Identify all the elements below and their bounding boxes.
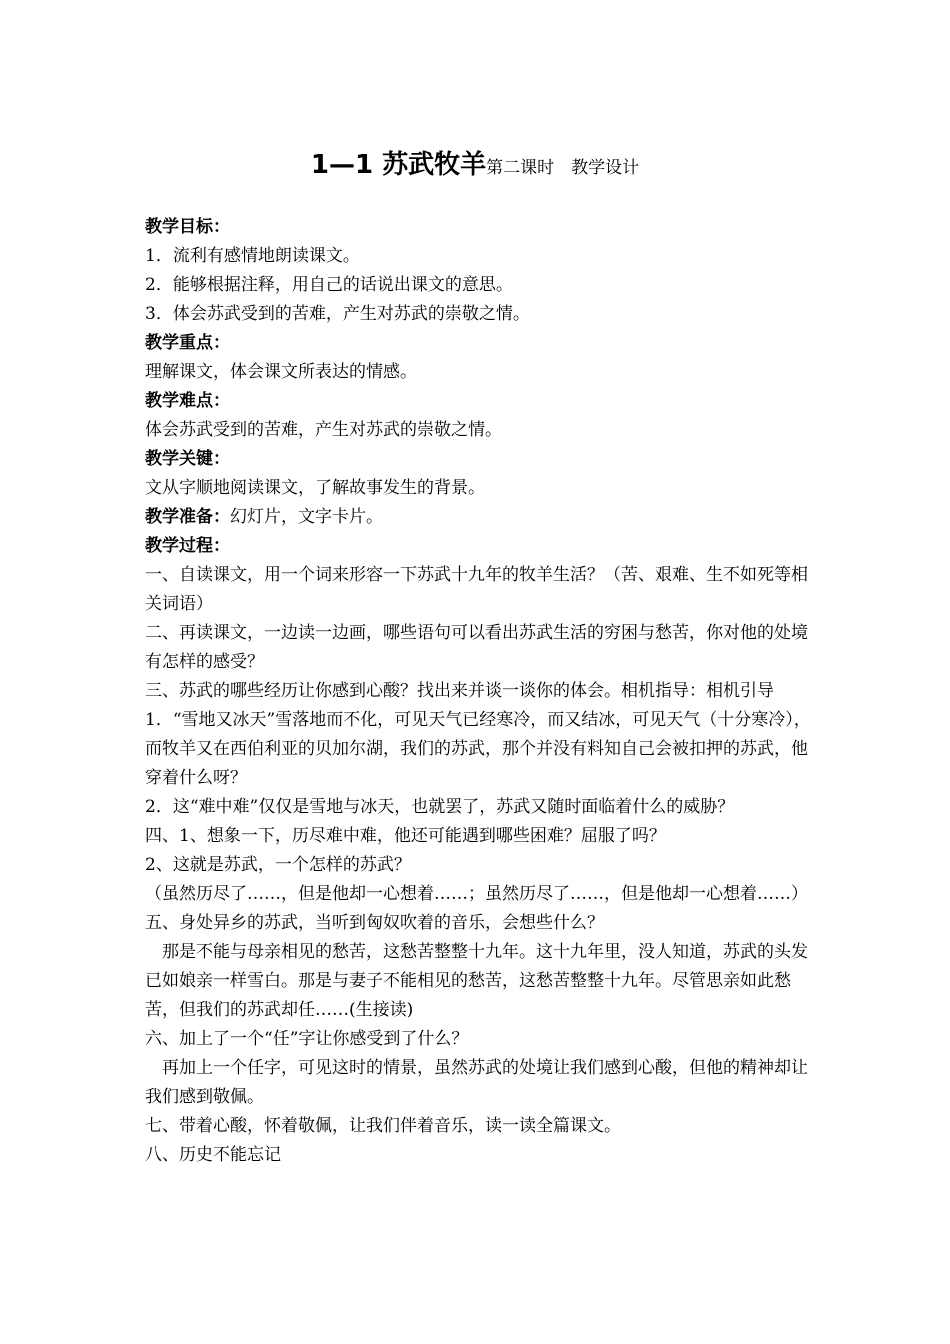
process-step-3-item-2: 2．这“难中难”仅仅是雪地与冰天，也就罢了，苏武又随时面临着什么的威胁？ [145,797,735,817]
process-step-5: 五、身处异乡的苏武，当听到匈奴吹着的音乐，会想些什么？ [145,913,604,933]
objective-item: 1．流利有感情地朗读课文。 [145,246,360,266]
process-step-6-text: 再加上一个任字，可见这时的情景，虽然苏武的处境让我们感到心酸，但他的精神却让我们感到敬佩。 [145,1058,808,1107]
process-step-3: 三、苏武的哪些经历让你感到心酸？找出来并谈一谈你的体会。相机指导：相机引导 [145,681,774,701]
objective-item: 2．能够根据注释，用自己的话说出课文的意思。 [145,275,513,295]
title-sub: 第二课时 教学设计 [486,158,640,178]
process-step-5-text: 那是不能与母亲相见的愁苦，这愁苦整整十九年。这十九年里，没人知道，苏武的头发已如娘亲一样雪白。那是与妻子不能相见的愁苦，这愁苦整整十九年。尽管思亲如此愁苦，但我们的苏武却任……(生接读) [145,942,808,1020]
key-points-heading: 教学重点： [145,333,230,353]
process-step-4-item-2: 2、这就是苏武，一个怎样的苏武？ [145,855,411,875]
difficulties-text: 体会苏武受到的苦难，产生对苏武的崇敬之情。 [145,420,502,440]
objectives-heading: 教学目标： [145,217,230,237]
process-step-8: 八、历史不能忘记 [145,1145,281,1165]
process-step-4-answer: （虽然历尽了……，但是他却一心想着……；虽然历尽了……，但是他却一心想着……） [145,884,808,904]
key-points-text: 理解课文，体会课文所表达的情感。 [145,362,417,382]
preparation-text: 幻灯片，文字卡片。 [230,507,383,527]
preparation-line [145,503,820,532]
title-main: 1—1 苏武牧羊 [310,150,487,180]
process-step-1: 一、自读课文，用一个词来形容一下苏武十九年的牧羊生活？（苦、艰难、生不如死等相关词语） [145,565,808,614]
document-title [0,144,950,181]
process-step-6: 六、加上了一个“任”字让你感受到了什么？ [145,1029,469,1049]
document-body [145,213,820,1170]
preparation-heading: 教学准备： [145,507,230,527]
key-link-heading: 教学关键： [145,449,230,469]
process-step-3-item-1: 1．“雪地又冰天”雪落地而不化，可见天气已经寒冷，而又结冰，可见天气（十分寒冷），而牧羊又在西伯利亚的贝加尔湖，我们的苏武，那个并没有料知自己会被扣押的苏武，他穿着什么呀？ [145,710,811,788]
process-step-4: 四、1、想象一下，历尽难中难，他还可能遇到哪些困难？屈服了吗？ [145,826,666,846]
process-step-7: 七、带着心酸，怀着敬佩，让我们伴着音乐，读一读全篇课文。 [145,1116,621,1136]
difficulties-heading: 教学难点： [145,391,230,411]
objective-item: 3．体会苏武受到的苦难，产生对苏武的崇敬之情。 [145,304,530,324]
key-link-text: 文从字顺地阅读课文，了解故事发生的背景。 [145,478,485,498]
process-step-2: 二、再读课文，一边读一边画，哪些语句可以看出苏武生活的穷困与愁苦，你对他的处境有怎样的感受？ [145,623,808,672]
process-heading: 教学过程： [145,536,230,556]
